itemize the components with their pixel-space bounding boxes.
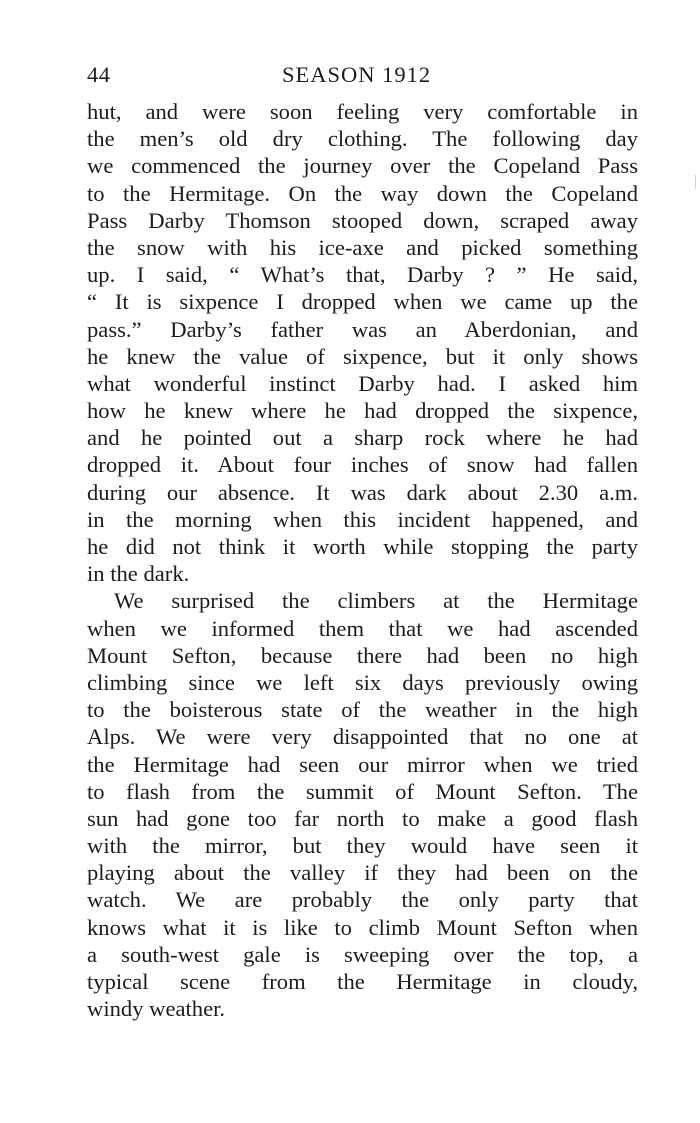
- text-line: how he knew where he had dropped the sixpence,: [87, 398, 638, 424]
- text-line: he did not think it worth while stopping the party: [87, 534, 638, 559]
- text-line: windy weather.: [87, 996, 226, 1022]
- text-line: pass.” Darby’s father was an Aberdonian, and: [87, 316, 638, 342]
- page-edge-mark: [695, 175, 696, 189]
- text-line: “ It is sixpence I dropped when we came up the: [87, 289, 638, 315]
- text-line: the men’s old dry clothing. The following day: [87, 126, 638, 152]
- text-line: Alps. We were very disappointed that no one at: [87, 724, 638, 750]
- paragraph-1: [87, 98, 638, 587]
- paragraph-2: [87, 587, 638, 1022]
- text-line: typical scene from the Hermitage in cloudy,: [87, 969, 638, 994]
- text-line: Pass Darby Thomson stooped down, scraped away: [87, 207, 638, 233]
- page-number: 44: [87, 62, 111, 87]
- text-line: sun had gone too far north to make a good flash: [87, 805, 638, 831]
- text-line: the snow with his ice-axe and picked something: [87, 234, 638, 260]
- page-header: [87, 60, 638, 90]
- text-line: with the mirror, but they would have seen it: [87, 833, 638, 859]
- text-line: in the dark.: [87, 561, 190, 587]
- text-line: playing about the valley if they had been on the: [87, 860, 638, 886]
- text-line: during our absence. It was dark about 2.30 a.m.: [87, 479, 638, 505]
- text-line: watch. We are probably the only party that: [87, 887, 638, 913]
- text-line: and he pointed out a sharp rock where he had: [87, 425, 638, 451]
- text-line: hut, and were soon feeling very comfortable in: [87, 99, 638, 124]
- text-line: we commenced the journey over the Copeland Pass: [87, 153, 638, 179]
- text-line: he knew the value of sixpence, but it only shows: [87, 343, 638, 369]
- text-line: up. I said, “ What’s that, Darby ? ” He said,: [87, 262, 638, 288]
- text-line: when we informed them that we had ascended: [87, 615, 638, 641]
- text-line: knows what it is like to climb Mount Sefton when: [87, 914, 638, 940]
- text-line: climbing since we left six days previously owing: [87, 669, 638, 695]
- running-head: SEASON 1912: [282, 62, 432, 87]
- text-line: to the boisterous state of the weather in the high: [87, 697, 638, 723]
- text-line: dropped it. About four inches of snow had fallen: [87, 452, 638, 478]
- text-line: We surprised the climbers at the Hermitage: [114, 588, 638, 614]
- body-text: [87, 98, 638, 1022]
- text-line: to the Hermitage. On the way down the Copeland: [87, 180, 638, 206]
- text-line: a south-west gale is sweeping over the top, a: [87, 941, 638, 967]
- text-line: in the morning when this incident happened, and: [87, 506, 638, 532]
- text-line: the Hermitage had seen our mirror when we tried: [87, 751, 638, 777]
- text-line: to flash from the summit of Mount Sefton. The: [87, 778, 638, 804]
- text-line: what wonderful instinct Darby had. I asked him: [87, 370, 638, 396]
- text-line: Mount Sefton, because there had been no high: [87, 642, 638, 668]
